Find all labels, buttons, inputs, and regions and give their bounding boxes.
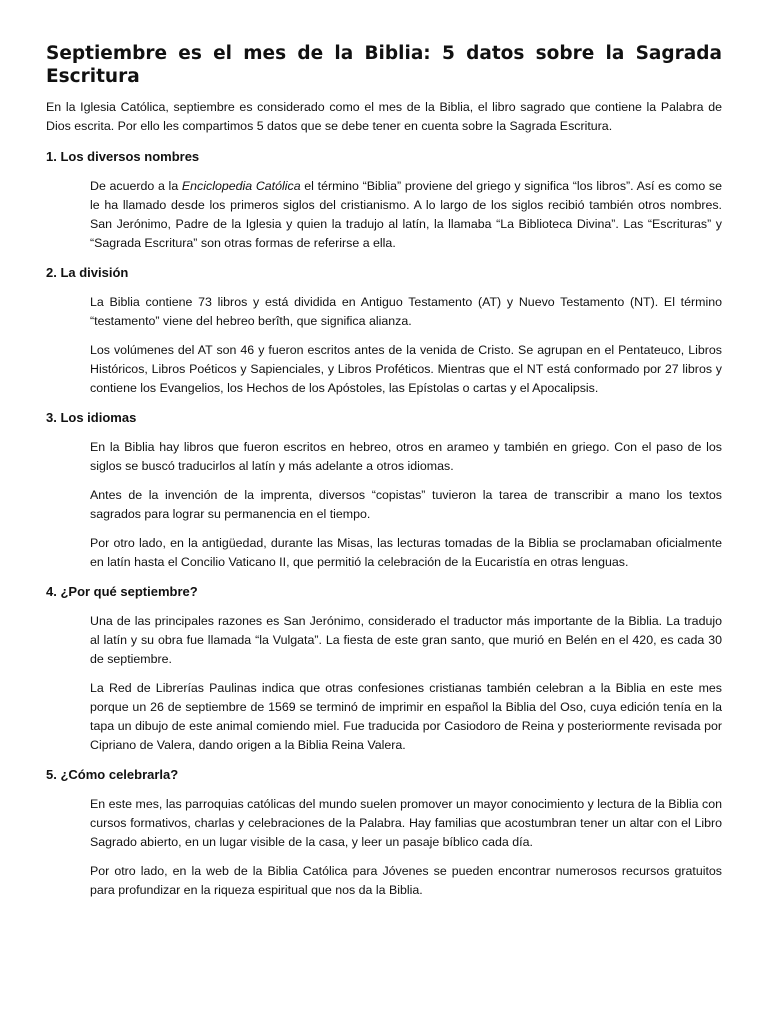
article-title: Septiembre es el mes de la Biblia: 5 datos sobre la Sagrada Escritura [46, 43, 722, 87]
section-heading: 2. La división [46, 265, 129, 280]
intro-paragraph: En la Iglesia Católica, septiembre es considerado como el mes de la Biblia, el libro sagrado que contiene la Palabra de Dios escrita. Por ello les compartimos 5 datos que se debe tener en cuenta sobre la Sagrada Escritura. [46, 100, 722, 133]
section-why-september [46, 582, 722, 755]
section-paragraph: La Red de Librerías Paulinas indica que otras confesiones cristianas también celebran a la Biblia en este mes porque un 26 de septiembre de 1569 se terminó de imprimir en español la Biblia del Oso, cuya edición tenía en la tapa un dibujo de este animal comiendo miel. Fue traducida por Casiodoro de Reina y posteriormente revisada por Cipriano de Valera, dando origen a la Biblia Reina Valera. [90, 681, 722, 752]
section-paragraph [90, 177, 722, 253]
section-paragraph: En este mes, las parroquias católicas del mundo suelen promover un mayor conocimiento y lectura de la Biblia con cursos formativos, charlas y celebraciones de la Palabra. Hay familias que acostumbran tener un altar con el Libro Sagrado abierto, en un lugar visible de la casa, y leer un pasaje bíblico cada día. [90, 797, 722, 849]
section-heading: 5. ¿Cómo celebrarla? [46, 767, 179, 782]
section-paragraph: Una de las principales razones es San Jerónimo, considerado el traductor más importante de la Biblia. La tradujo al latín y su obra fue llamada “la Vulgata”. La fiesta de este gran santo, que murió en Belén en el 420, es cada 30 de septiembre. [90, 614, 722, 666]
encyclopedia-title: Enciclopedia Católica [181, 179, 301, 193]
section-heading: 4. ¿Por qué septiembre? [46, 584, 198, 599]
section-how-to-celebrate [46, 765, 722, 900]
section-heading: 3. Los idiomas [46, 410, 137, 425]
section-paragraph: La Biblia contiene 73 libros y está dividida en Antiguo Testamento (AT) y Nuevo Testamento (NT). El término “testamento” viene del hebreo berîth, que significa alianza. [90, 295, 722, 328]
section-languages [46, 408, 722, 572]
section-paragraph: Por otro lado, en la web de la Biblia Católica para Jóvenes se pueden encontrar numerosos recursos gratuitos para profundizar en la riqueza espiritual que nos da la Biblia. [90, 864, 722, 897]
section-names [46, 147, 722, 253]
section-paragraph: Los volúmenes del AT son 46 y fueron escritos antes de la venida de Cristo. Se agrupan en el Pentateuco, Libros Históricos, Libros Poéticos y Sapienciales, y Libros Proféticos. Mientras que el NT está conformado por 27 libros y contiene los Evangelios, los Hechos de los Apóstoles, las Epístolas o cartas y el Apocalipsis. [90, 343, 722, 395]
paragraph-text: el término “Biblia” proviene del griego y significa “los libros”. Así es como se le ha llamado desde los primeros siglos del cristianismo. A lo largo de los siglos recibió también otros nombres. San Jerónimo, Padre de la Iglesia y quien la tradujo al latín, la llamaba “La Biblioteca Divina”. Las “Escrituras” y “Sagrada Escritura” son otras formas de referirse a ella. [90, 179, 723, 250]
section-division [46, 263, 722, 398]
section-paragraph: Por otro lado, en la antigüedad, durante las Misas, las lecturas tomadas de la Biblia se proclamaban oficialmente en latín hasta el Concilio Vaticano II, que permitió la celebración de la Eucaristía en otras lenguas. [90, 536, 722, 569]
section-heading: 1. Los diversos nombres [46, 149, 200, 164]
section-paragraph: Antes de la invención de la imprenta, diversos “copistas” tuvieron la tarea de transcribir a mano los textos sagrados para lograr su permanencia en el tiempo. [90, 488, 722, 521]
document-page [46, 42, 722, 910]
paragraph-text: De acuerdo a la [90, 179, 182, 193]
section-paragraph: En la Biblia hay libros que fueron escritos en hebreo, otros en arameo y también en griego. Con el paso de los siglos se buscó traducirlos al latín y más adelante a otros idiomas. [90, 440, 722, 473]
